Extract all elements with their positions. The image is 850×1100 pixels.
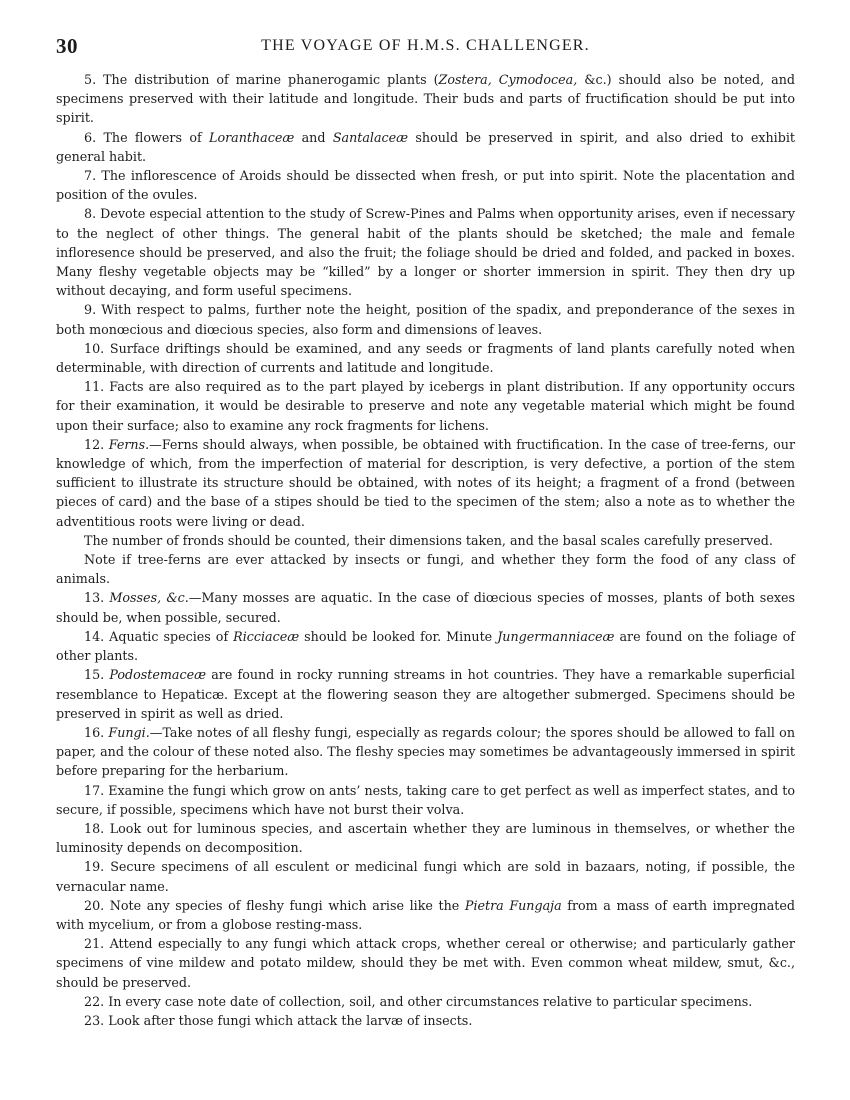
text-run: 21. Attend especially to any fungi which attack crops, whether cereal or otherwise; and particularly gather specimens of vine mildew and potato mildew, should they be met with. Even common wheat mildew, smut, &c., should be preserved. [56, 936, 795, 990]
paragraph [56, 934, 795, 992]
text-run: &c.) should also be noted, and specimens preserved with their latitude and longitude. Their buds and parts of fructification should be put into spirit. [56, 72, 795, 126]
text-run: should be preserved in spirit, and also dried to exhibit general habit. [56, 129, 795, 164]
italic-text-run: Pietra Fungaja [464, 897, 562, 913]
text-run: Note if tree-ferns are ever attacked by insects or fungi, and whether they form the food of any class of animals. [56, 552, 795, 587]
text-run: 8. Devote especial attention to the study of Screw-Pines and Palms when opportunity arises, even if necessary to the neglect of other things. The general habit of the plants should be sketched; the male and female infloresence should be preserved, and also the fruit; the foliage should be dried and folded, and packed in boxes. Many fleshy vegetable objects may be “killed” by a longer or shorter immersion in spirit. They then dry up without decaying, and form useful specimens. [56, 206, 795, 299]
paragraph [56, 166, 795, 204]
text-run: —Take notes of all fleshy fungi, especially as regards colour; the spores should be allowed to fall on paper, and the colour of these noted also. The fleshy species may sometimes be advantageously immersed in spirit before preparing for the herbarium. [56, 724, 795, 779]
page-number: 30 [56, 34, 78, 58]
text-run: should be looked for. Minute [299, 628, 498, 644]
paragraph [56, 1011, 795, 1030]
paragraph [56, 204, 795, 300]
text-run: 9. With respect to palms, further note the height, position of the spadix, and preponderance of the sexes in both monœcious and diœcious species, also form and dimensions of leaves. [56, 302, 795, 337]
paragraph [56, 857, 795, 895]
paragraph [56, 435, 795, 531]
text-run: 15. [84, 667, 110, 683]
italic-text-run: Mosses, &c. [109, 590, 189, 606]
paragraph [56, 70, 795, 128]
text-run: and [294, 129, 333, 145]
text-run: 14. Aquatic species of [84, 628, 234, 644]
text-run: 20. Note any species of fleshy fungi which arise like the [84, 897, 465, 913]
text-run: 18. Look out for luminous species, and ascertain whether they are luminous in themselves, or whether the luminosity depends on decomposition. [56, 820, 795, 856]
paragraph [56, 377, 795, 435]
text-run: 23. Look after those fungi which attack the larvæ of insects. [84, 1012, 473, 1028]
paragraph [56, 300, 795, 338]
italic-text-run: Zostera, Cymodocea, [438, 72, 578, 87]
italic-text-run: Loranthaceæ [209, 129, 295, 145]
page-header [56, 34, 795, 70]
paragraph [56, 896, 795, 934]
text-run: 17. Examine the fungi which grow on ants’ nests, taking care to get perfect as well as imperfect states, and to secure, if possible, specimens which have not burst their volva. [56, 782, 795, 817]
text-run: 16. [84, 724, 109, 740]
paragraph [56, 339, 795, 377]
italic-text-run: Jungermanniaceæ [497, 628, 615, 644]
text-run: are found on the foliage of other plants. [56, 628, 795, 664]
text-run: are found in rocky running streams in hot countries. They have a remarkable superficial resemblance to Hepaticæ. Except at the flowering season they are altogether submerged. Specimens should be preserved in spirit as well as dried. [56, 667, 795, 721]
text-run: 7. The inflorescence of Aroids should be dissected when fresh, or put into spirit. Note the placentation and position of the ovules. [56, 168, 795, 203]
running-head: THE VOYAGE OF H.M.S. CHALLENGER. [261, 37, 590, 54]
italic-text-run: Ricciaceæ [233, 628, 300, 644]
text-run: 5. The distribution of marine phanerogamic plants ( [84, 72, 439, 87]
text-run: from a mass of earth impregnated with mycelium, or from a globose resting-mass. [56, 897, 795, 932]
text-run: —Many mosses are aquatic. In the case of diœcious species of mosses, plants of both sexes should be, when possible, secured. [56, 590, 795, 625]
paragraph [56, 550, 795, 588]
paragraph [56, 665, 795, 723]
paragraph [56, 781, 795, 819]
paragraph [56, 992, 795, 1011]
italic-text-run: Fungi. [108, 724, 150, 740]
text-run: 10. Surface driftings should be examined, and any seeds or fragments of land plants carefully noted when determinable, with direction of currents and latitude and longitude. [56, 340, 795, 376]
italic-text-run: Ferns. [108, 436, 150, 452]
text-run: 6. The flowers of [84, 129, 210, 145]
paragraph [56, 819, 795, 857]
paragraph [56, 627, 795, 665]
paragraph [56, 723, 795, 781]
text-run: —Ferns should always, when possible, be obtained with fructification. In the case of tree-ferns, our knowledge of which, from the imperfection of material for description, is very defective, a portion of the stem sufficient to illustrate its structure should be obtained, with notes of its height; a fragment of a frond (between pieces of card) and the base of a stipes should be tied to the specimen of the stem; also a note as to whether the adventitious roots were living or dead. [56, 436, 796, 529]
paragraph [56, 128, 795, 166]
text-run: 12. [84, 436, 109, 452]
text-run: 11. Facts are also required as to the part played by icebergs in plant distribution. If any opportunity occurs for their examination, it would be desirable to preserve and note any vegetable material which might be found upon their surface; also to examine any rock fragments for lichens. [56, 379, 795, 433]
body-text [56, 70, 795, 1030]
text-run: 19. Secure specimens of all esculent or medicinal fungi which are sold in bazaars, noting, if possible, the vernacular name. [56, 859, 795, 894]
text-run: 22. In every case note date of collection, soil, and other circumstances relative to particular specimens. [84, 993, 753, 1009]
text-run: The number of fronds should be counted, their dimensions taken, and the basal scales carefully preserved. [84, 532, 773, 548]
paragraph [56, 588, 795, 626]
paragraph [56, 531, 795, 550]
text-run: 13. [84, 590, 110, 606]
italic-text-run: Santalaceæ [332, 129, 409, 145]
italic-text-run: Podostemaceæ [109, 667, 207, 683]
